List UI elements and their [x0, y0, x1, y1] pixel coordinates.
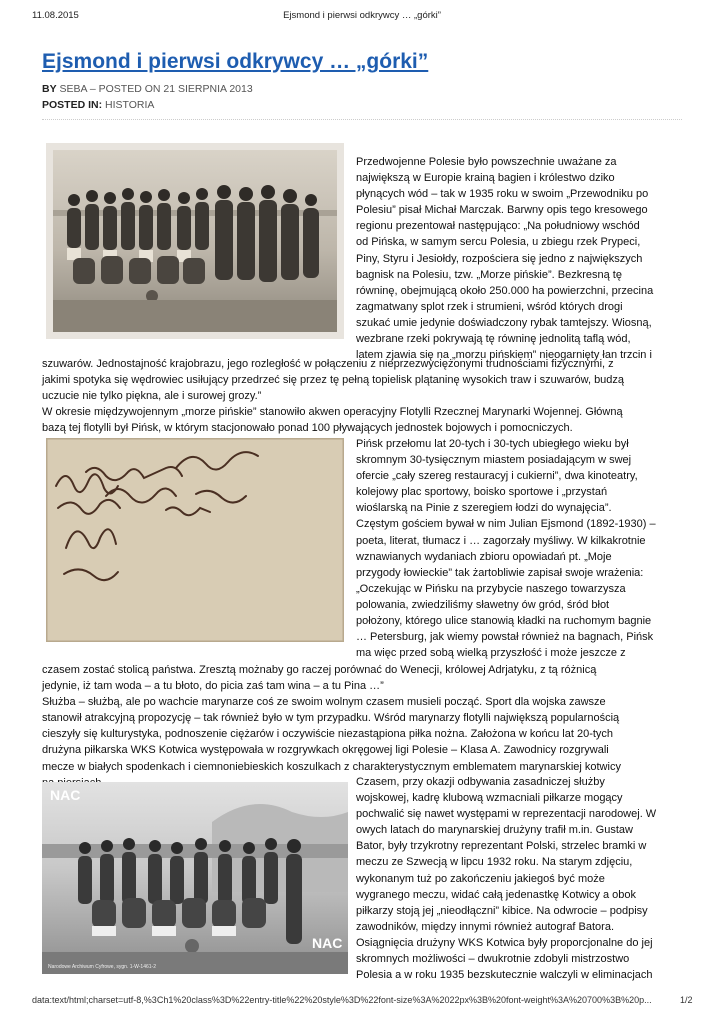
by-label: BY — [42, 83, 57, 95]
category-link[interactable]: HISTORIA — [105, 99, 155, 111]
meta-divider — [42, 119, 682, 120]
print-page-title: Ejsmond i pierwsi odkrywcy … „górki” — [283, 10, 441, 21]
posted-date: – POSTED ON 21 SIERPNIA 2013 — [89, 83, 253, 95]
nac-logo-bottom: NAC — [312, 935, 343, 951]
print-url: data:text/html;charset=utf-8,%3Ch1%20class%3D%22entry-title%22%20style%3D%22font-size%3A%2022px%3B%20font-weight%3A%20700%3B%20p... — [32, 995, 652, 1005]
paragraph-kotwica: Czasem, przy okazji odbywania zasadniczej służby wojskowej, kadrę klubową wzmacniali piłkarze mogący pochwalić się nawet występami w reprezentacji narodowej. W owych latach do marynarskiej drużyny trafił m.in. Gustaw Bator, były trzykrotny reprezentant Polski, strzelec bramki w meczu ze Szwecją w lipcu 1932 roku. Na starym zdjęciu, wykonanym tuż po zakończeniu jakiegoś być może wygranego meczu, widać całą jedenastkę Kotwicy a obok piłkarzy stoją jej „nieodłączni” kibice. Na odwrocie – podpisy zawodników, między innymi również autograf Batora. Osiągnięcia drużyny WKS Kotwica były proporcjonalne do jej skromnych możliwości – dwukrotnie zdobyli mistrzostwo Polesia a w roku 1935 bezskutecznie walczyli w eliminacjach — [356, 776, 657, 982]
paragraph-sport: czasem zostać stolicą państwa. Zresztą możnaby go raczej porównać do Wenecji, królowej Adrjatyku, z tą różnicą jedynie, iż tam woda – a tu błoto, do picia zaś tam wina – a tu Pina …” Służba – służbą, ale po wachcie marynarze coś ze swoim wolnym czasem musieli począć. Sport dla wojska zawsze stanowił atrakcyjną propozycję – tak również było w tym przypadku. Wśród marynarzy flotylli największą popularnością cieszyły się kulturystyka, podnoszenie ciężarów i oczywiście niezastąpiona piłka nożna. Założona w końcu lat 20-tych drużyna piłkarska WKS Kotwica występowała w rozgrywkach okręgowej ligi Polesie – Klasa A. Zawodnicy rozgrywali mecze w białych spodenkach i ciemnoniebieskich koszulkach z charakterystycznym emblematem marynarskiej kotwicy — [42, 664, 621, 773]
print-page-number: 1/2 — [680, 995, 693, 1005]
posted-in-label: POSTED IN: — [42, 99, 103, 111]
article-byline — [42, 83, 253, 95]
paragraph-pinsk: Pińsk przełomu lat 20-tych i 30-tych ubiegłego wieku był skromnym 30-tysięcznym miastem posiadającym w swej ofercie „cały szereg restauracyj i cukierni”, dwa kinoteatry, kolejowy plac sportowy, boisko sportowe i „przystań wioślarską na Pinie z szeregiem łodzi do wynajęcia”. Częstym gościem bywał w nim Julian Ejsmond (1892-1930) – poeta, literat, tłumacz i … zagorzały myśliwy. W kilkakrotnie wznawianych wydaniach zbioru opowiadań pt. „Moje przygody łowieckie” tak żartobliwie zapisał swoje wrażenia: „Oczekując w Pińsku na przybycie naszego towarzysza polowania, zwiedziliśmy sławetny ów gród, śród błot położony, którego ulice stanowią kładki na ruchomym bagnie … Petersburg, jak wiemy powstał również na bagnach, Pińsk ma więc przed sobą wielką przyszłość i może jeszcze z — [356, 438, 656, 660]
author-link[interactable]: SEBA — [59, 83, 87, 95]
paragraph-intro: Przedwojenne Polesie było powszechnie uważane za największą w Europie krainą bagien i królestwo dziko płynących wód – tak w 1935 roku w swoim „Przewodniku po Polesiu” pisał Michał Marczak. Barwny opis tego kresowego regionu prezentował następująco: „Na południowy wschód od Pińska, w samym sercu Polesia, u zbiegu rzek Prypeci, Piny, Styru i Jesiołdy, rozpościera się jedno z największych bagnisk na Polesiu, tzw. „Morze pińskie”. Bezkresną tę równinę, obejmującą około 250.000 ha powierzchni, przecina zagmatwany splot rzek i strumieni, wśród których drogi szukać umie jedynie doświadczony rybak tamtejszy. Wiosną, wezbrane rzeki pokrywają tę równinę jednolitą taflą wód, latem zjawia się na „morzu pińskiem” nieogarnięty łan trzcin i — [356, 156, 654, 362]
article-title[interactable]: Ejsmond i pierwsi odkrywcy … „górki” — [42, 50, 429, 73]
team-photo-2-nac — [42, 782, 348, 974]
paragraph-flotilla: szuwarów. Jednostajność krajobrazu, jego rozległość w połączeniu z nieprzezwyciężonymi trudnościami fizycznymi, z jakimi spotyka się wędrowiec usiłujący przedrzeć się przez tę pełną topielisk plątaninę wysokich traw i szuwarów, budzą uczucie nie tylko piękna, ale i surowej grozy.” W okresie międzywojennym „morze pińskie” stanowiło akwen operacyjny Flotylli Rzecznej Marynarki Wojennej. Główną bazą tej flotylli był Pińsk, w którym stacjonowało ponad 100 pływających jednostek bojowych i pomocniczych. — [42, 358, 625, 435]
article-category — [42, 99, 154, 111]
team-photo-1 — [46, 143, 344, 339]
print-date: 11.08.2015 — [32, 10, 79, 21]
nac-caption: Narodowe Archiwum Cyfrowe, sygn. 1-W-1461-2 — [48, 964, 157, 970]
nac-logo-top: NAC — [50, 787, 81, 803]
signatures-photo-reverse — [46, 438, 344, 642]
